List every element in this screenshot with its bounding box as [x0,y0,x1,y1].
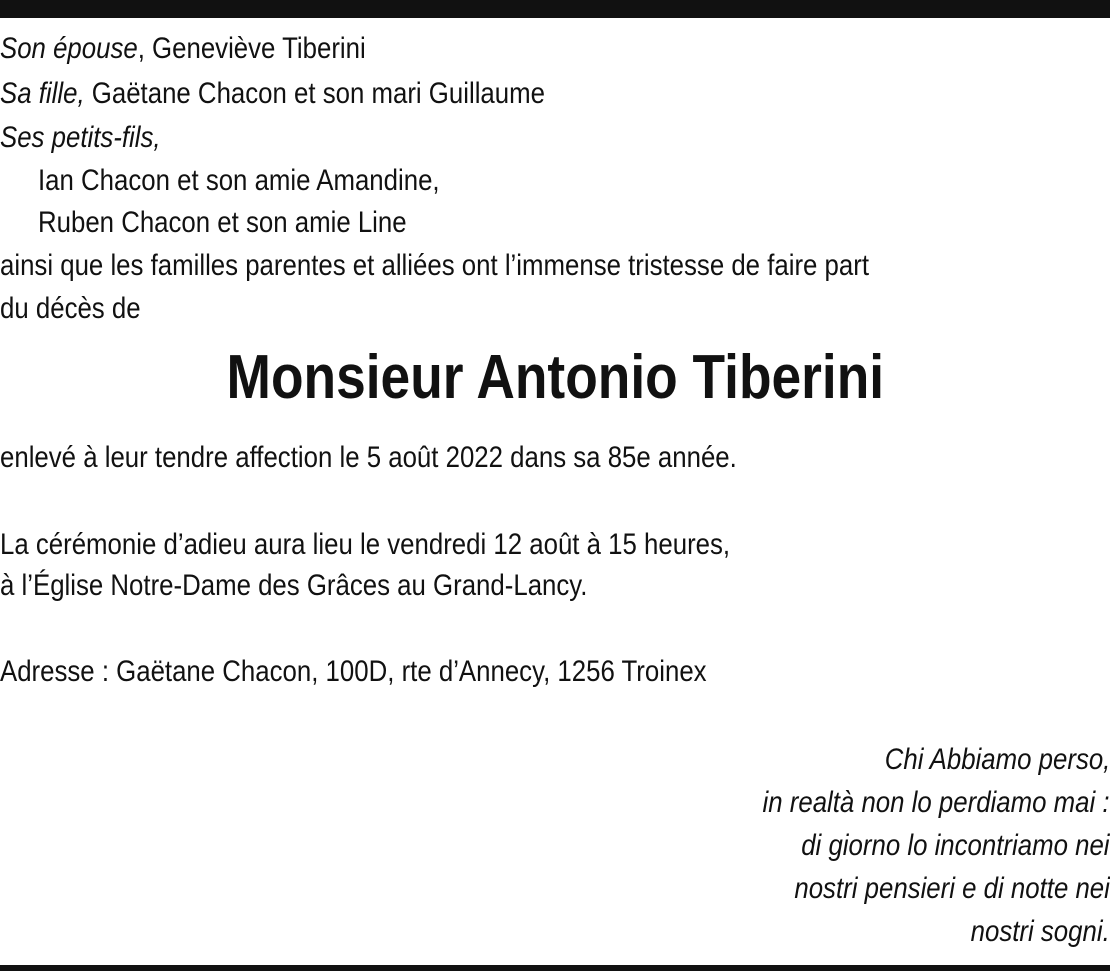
poem-line-2 [510,781,1110,824]
poem-line-1-text: Chi Abbiamo perso, [884,743,1110,776]
deceased-name-text: Monsieur Antonio Tiberini [226,343,884,412]
poem-line-5 [510,910,1110,953]
announcement-line-2: du décès de [0,292,141,325]
deceased-name [0,338,1110,418]
poem-line-4-text: nostri pensieri e di notte nei [794,872,1110,905]
announcement-line-1: ainsi que les familles parentes et alliées ont l’immense tristesse de faire part [0,249,870,282]
address-line: Adresse : Gaëtane Chacon, 100D, rte d’Annecy, 1256 Troinex [0,655,707,688]
bottom-border [0,965,1110,971]
grandchild-2: Ruben Chacon et son amie Line [38,206,407,239]
top-border [0,0,1110,18]
poem-line-5-text: nostri sogni. [970,915,1110,948]
poem-line-4 [510,867,1110,910]
daughter-relation: Sa fille, [0,77,85,110]
poem-line-3 [510,824,1110,867]
grandchildren-label: Ses petits-fils, [0,121,161,154]
daughter-name: Gaëtane Chacon et son mari Guillaume [84,77,545,110]
ceremony-line-2: à l’Église Notre-Dame des Grâces au Grand-Lancy. [0,569,588,602]
poem-line-2-text: in realtà non lo perdiamo mai : [762,786,1110,819]
spouse-relation: Son épouse [0,32,138,65]
death-notice: enlevé à leur tendre affection le 5 août 2022 dans sa 85e année. [0,441,737,474]
ceremony-line-1: La cérémonie d’adieu aura lieu le vendredi 12 août à 15 heures, [0,528,731,561]
poem-line-1 [510,738,1110,781]
grandchild-1: Ian Chacon et son amie Amandine, [38,164,440,197]
poem-line-3-text: di giorno lo incontriamo nei [801,829,1110,862]
spouse-line [0,31,366,67]
spouse-name: , Geneviève Tiberini [137,32,366,65]
daughter-line [0,76,545,112]
